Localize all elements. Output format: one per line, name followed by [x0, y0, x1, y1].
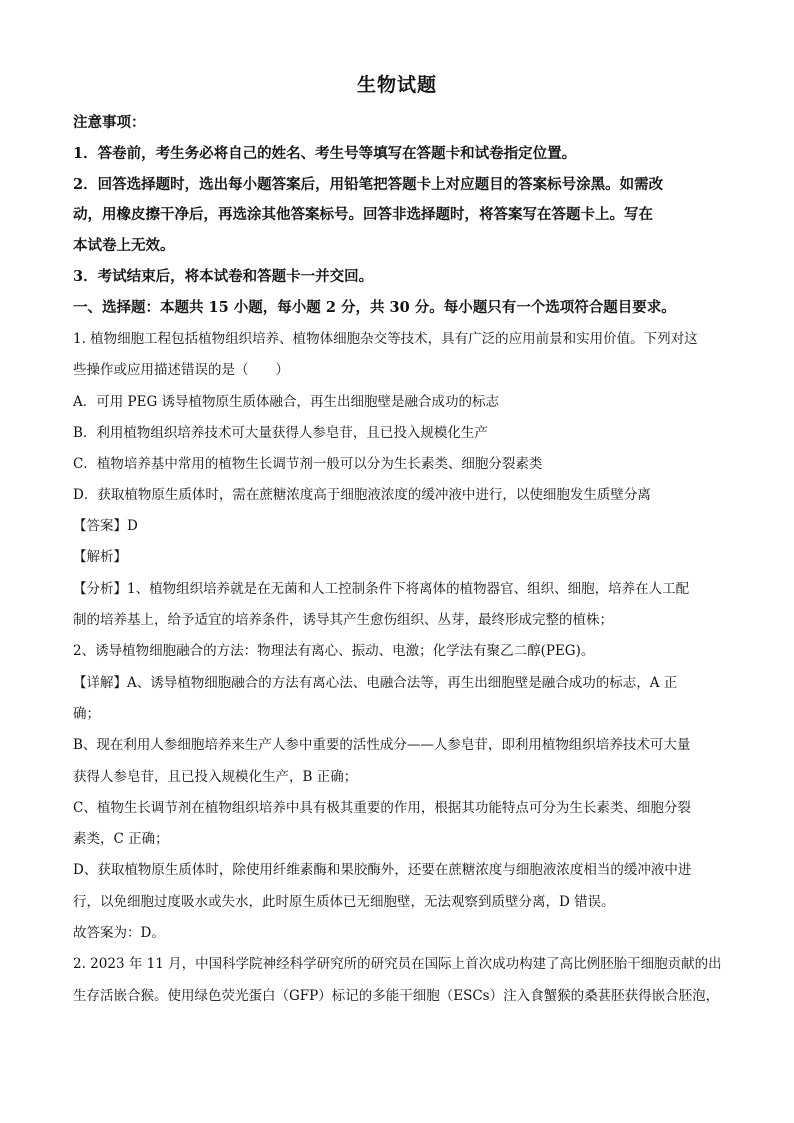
analysis-line: C、植物生长调节剂在植物组织培养中具有极其重要的作用，根据其功能特点可分为生长素类、细胞分裂 [73, 800, 691, 816]
q1-analysis-label: 【解析】 [73, 549, 127, 565]
q2-stem: 2. 2023 年 11 月，中国科学院神经科学研究所的研究员在国际上首次成功构建了高比例胚胎干细胞贡献的出 [73, 956, 722, 972]
analysis-line: 制的培养基上，给予适宜的培养条件，诱导其产生愈伤组织、丛芽，最终形成完整的植株； [73, 612, 613, 628]
q1-option-b: B．利用植物组织培养技术可大量获得人参皂苷，且已投入规模化生产 [73, 425, 488, 441]
analysis-line: 【详解】A、诱导植物细胞融合的方法有离心法、电融合法等，再生出细胞壁是融合成功的标志，A 正 [73, 675, 678, 691]
q1-stem: 1. 植物细胞工程包括植物组织培养、植物体细胞杂交等技术，具有广泛的应用前景和实用价值。下列对这 [73, 331, 698, 347]
analysis-line: 行，以免细胞过度吸水或失水，此时原生质体已无细胞壁，无法观察到质壁分离，D 错误。 [73, 894, 615, 910]
notice-item-1: 1．答卷前，考生务必将自己的姓名、考生号等填写在答题卡和试卷指定位置。 [73, 145, 577, 162]
analysis-line: 确； [73, 706, 100, 722]
analysis-line: D、获取植物原生质体时，除使用纤维素酶和果胶酶外，还要在蔗糖浓度与细胞液浓度相当的缓冲液中进 [73, 862, 692, 878]
analysis-line: 【分析】1、植物组织培养就是在无菌和人工控制条件下将离体的植物器官、组织、细胞，培养在人工配 [73, 581, 690, 597]
q1-final-answer: 故答案为：D。 [73, 925, 165, 941]
analysis-line: 2、诱导植物细胞融合的方法：物理法有离心、振动、电激；化学法有聚乙二醇(PEG)。 [73, 643, 595, 659]
analysis-line: 素类，C 正确； [73, 831, 169, 847]
analysis-line: B、现在利用人参细胞培养来生产人参中重要的活性成分——人参皂苷，即利用植物组织培养技术可大量 [73, 737, 691, 753]
page-title: 生物试题 [356, 74, 437, 96]
q1-option-a: A．可用 PEG 诱导植物原生质体融合，再生出细胞壁是融合成功的标志 [73, 394, 500, 410]
q1-option-d: D．获取植物原生质体时，需在蔗糖浓度高于细胞液浓度的缓冲液中进行，以使细胞发生质壁分离 [73, 487, 651, 503]
q2-stem-cont: 生存活嵌合猴。使用绿色荧光蛋白（GFP）标记的多能干细胞（ESCs）注入食蟹猴的桑葚胚获得嵌合胚泡， [73, 988, 720, 1004]
section-heading: 一、选择题：本题共 15 小题，每小题 2 分，共 30 分。每小题只有一个选项符合题目要求。 [73, 299, 676, 316]
notice-item-2-cont: 动，用橡皮擦干净后，再选涂其他答案标号。回答非选择题时，将答案写在答题卡上。写在 [73, 206, 653, 223]
notice-heading: 注意事项： [73, 114, 146, 131]
notice-item-2: 2．回答选择题时，选出每小题答案后，用铅笔把答题卡上对应题目的答案标号涂黑。如需改 [73, 176, 664, 193]
q1-stem-cont: 些操作或应用描述错误的是（ ） [73, 362, 289, 378]
notice-item-2-end: 本试卷上无效。 [73, 237, 175, 254]
notice-item-3: 3．考试结束后，将本试卷和答题卡一并交回。 [73, 268, 374, 285]
q1-option-c: C．植物培养基中常用的植物生长调节剂一般可以分为生长素类、细胞分裂素类 [73, 456, 543, 472]
q1-answer: 【答案】D [73, 518, 138, 534]
analysis-line: 获得人参皂苷，且已投入规模化生产，B 正确； [73, 769, 358, 785]
